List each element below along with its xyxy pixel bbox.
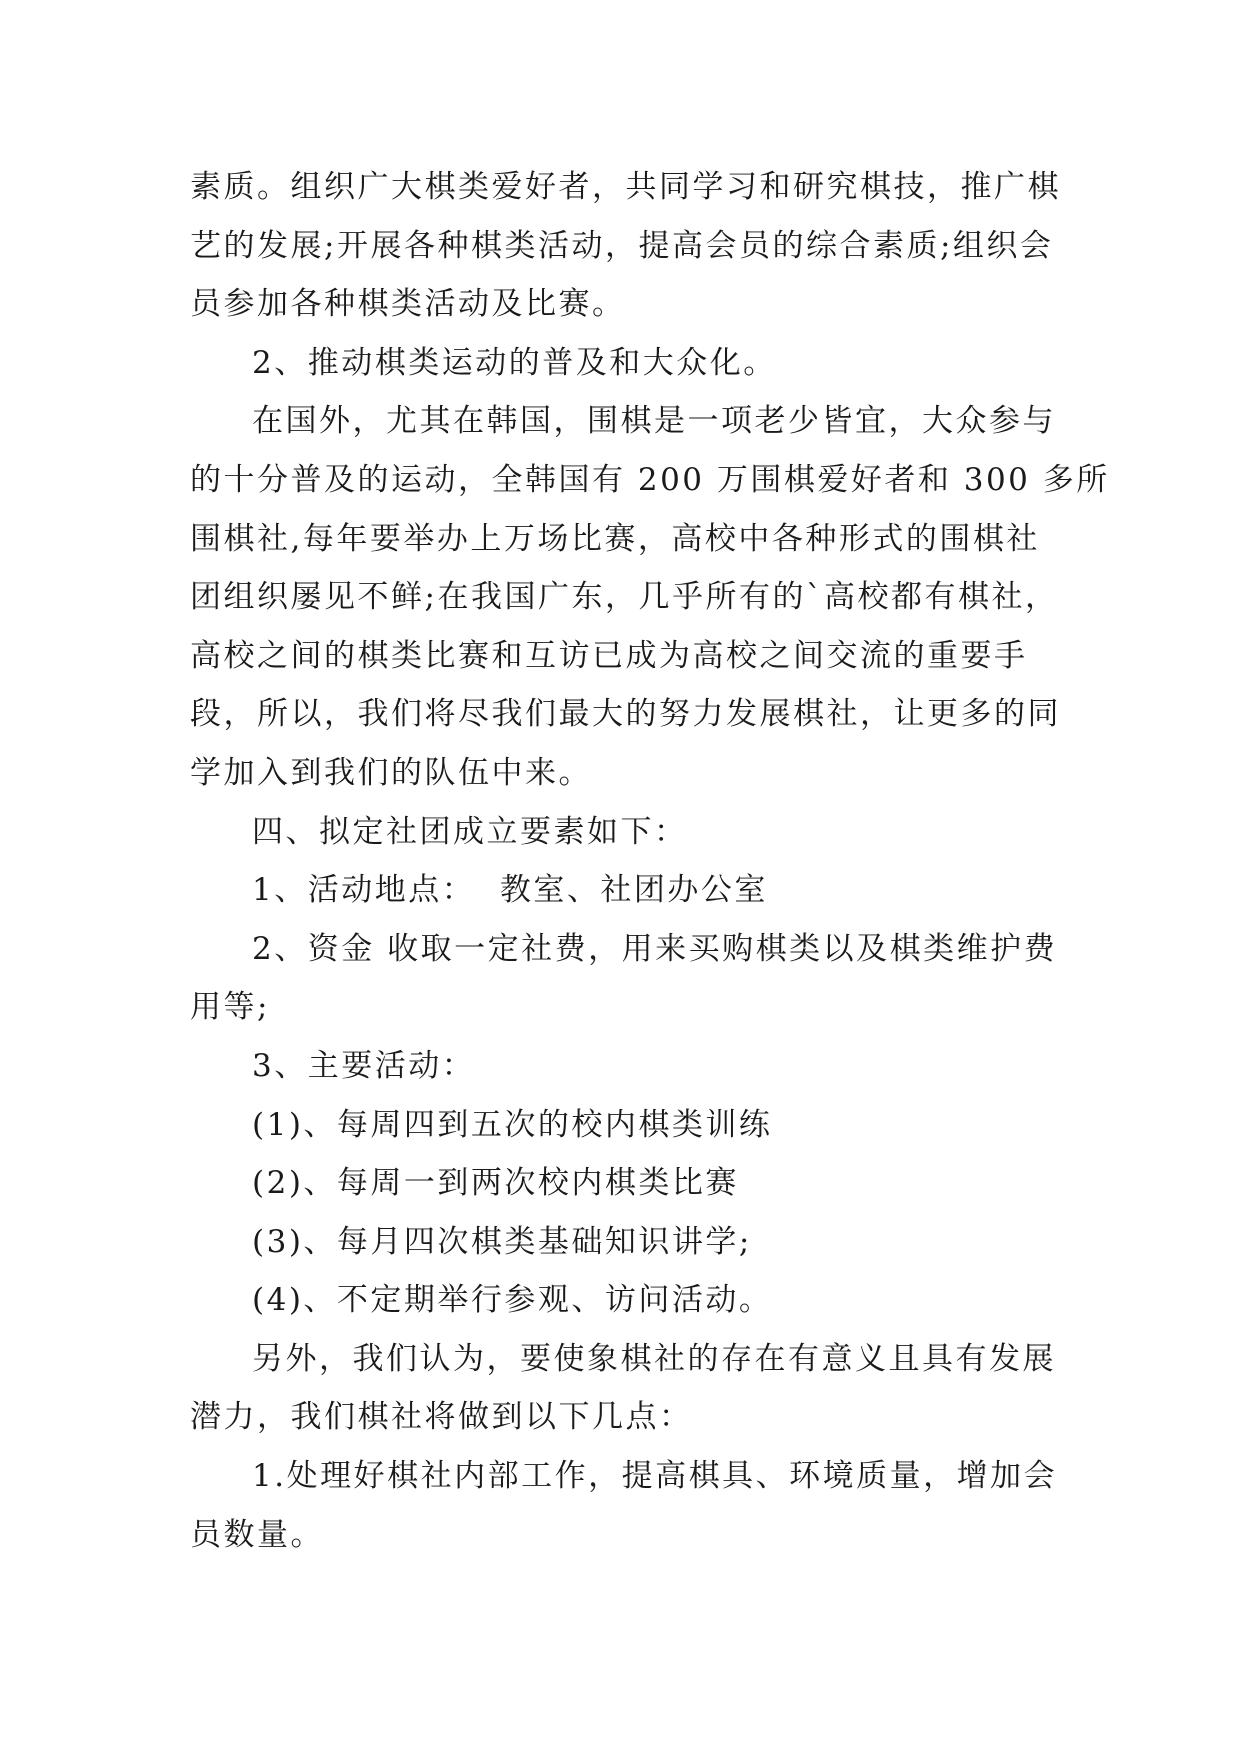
text-line: 素质。组织广大棋类爱好者，共同学习和研究棋技，推广棋 [190, 169, 1061, 205]
text-line: 员参加各种棋类活动及比赛。 [190, 286, 626, 323]
text-line: (3)、每月四次棋类基础知识讲学; [252, 1223, 752, 1260]
text-line: 四、拟定社团成立要素如下： [252, 813, 688, 850]
text-line: (1)、每周四到五次的校内棋类训练 [252, 1106, 773, 1143]
text-line: 员数量。 [190, 1516, 324, 1553]
text-line: 在国外，尤其在韩国，围棋是一项老少皆宜，大众参与 [252, 403, 1056, 440]
text-line: 高校之间的棋类比赛和互访已成为高校之间交流的重要手 [190, 637, 1028, 674]
text-line: 学加入到我们的队伍中来。 [190, 754, 592, 791]
list-item-location [190, 861, 1062, 920]
activity-item-2 [190, 1154, 1062, 1213]
list-item-funding [190, 920, 1062, 1037]
text-line: 的十分普及的运动，全韩国有 200 万围棋爱好者和 300 多所 [190, 461, 1110, 498]
paragraph-point-1 [190, 1447, 1062, 1564]
paragraph-additional [190, 1330, 1062, 1447]
document-page [190, 158, 1110, 1564]
text-line: (2)、每周一到两次校内棋类比赛 [252, 1165, 739, 1202]
section-heading-4 [190, 803, 1062, 862]
text-line: 潜力，我们棋社将做到以下几点： [190, 1399, 693, 1436]
list-item-activities [190, 1037, 1062, 1096]
text-line: 团组织屡见不鲜;在我国广东，几乎所有的`高校都有棋社， [190, 579, 1059, 616]
text-line: 1.处理好棋社内部工作，提高棋具、环境质量，增加会 [252, 1458, 1058, 1495]
text-line: 2、推动棋类运动的普及和大众化。 [252, 344, 777, 381]
paragraph-intro [190, 158, 1062, 334]
paragraph-point-2 [190, 334, 1062, 393]
text-line: (4)、不定期举行参观、访问活动。 [252, 1282, 773, 1319]
text-line: 2、资金 收取一定社费，用来买购棋类以及棋类维护费 [252, 930, 1058, 967]
text-line: 用等; [190, 989, 270, 1026]
text-line: 3、主要活动： [252, 1047, 476, 1084]
activity-item-1 [190, 1096, 1062, 1155]
text-line: 段，所以，我们将尽我们最大的努力发展棋社，让更多的同 [190, 696, 1061, 733]
text-line: 艺的发展;开展各种棋类活动，提高会员的综合素质;组织会 [190, 227, 1054, 264]
text-line: 围棋社,每年要举办上万场比赛，高校中各种形式的围棋社 [190, 520, 1040, 557]
activity-item-3 [190, 1213, 1062, 1272]
text-line: 1、活动地点： 教室、社团办公室 [252, 872, 768, 909]
text-line: 另外，我们认为，要使象棋社的存在有意义且具有发展 [252, 1340, 1056, 1377]
paragraph-korea [190, 392, 1110, 802]
activity-item-4 [190, 1271, 1062, 1330]
